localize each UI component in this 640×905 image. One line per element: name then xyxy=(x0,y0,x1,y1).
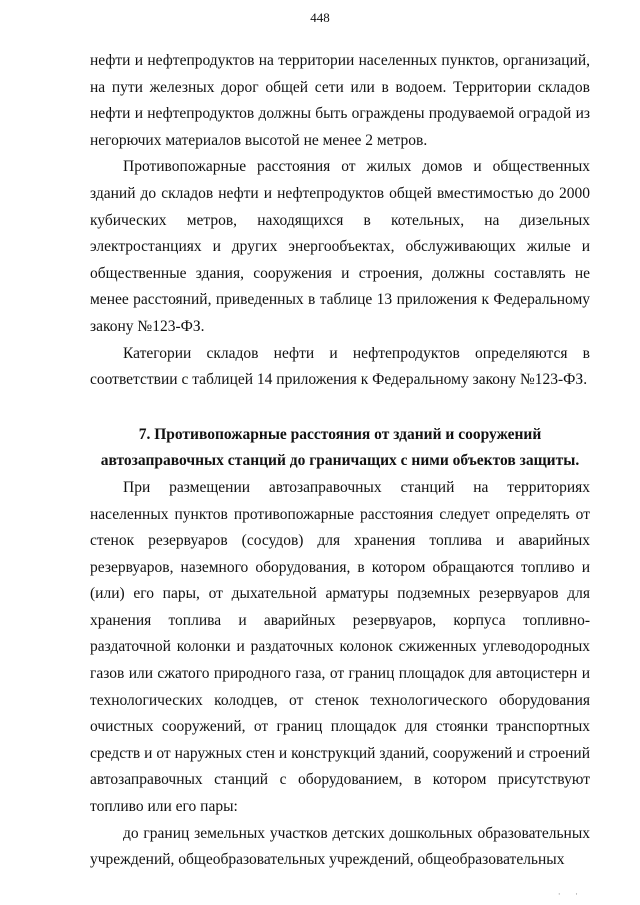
section-heading xyxy=(90,422,590,475)
paragraph-gas-station-placement: При размещении автозаправочных станций на территориях населенных пунктов противопожарные расстояния следует определять от стенок резервуаров (сосудов) для хранения топлива и аварийных резервуаров, наземного оборудования, в котором обращаются топливо и (или) его пары, от дыхательной арматуры подземных резервуаров для хранения топлива и аварийных резервуаров, корпуса топливно-раздаточной колонки и раздаточных колонок сжиженных углеводородных газов или сжатого природного газа, от границ площадок для автоцистерн и технологических колодцев, от стенок технологического оборудования очистных сооружений, от границ площадок для стоянки транспортных средств и от наружных стен и конструкций зданий, сооружений и строений автозаправочных станций с оборудованием, в котором присутствуют топливо или его пары: xyxy=(90,478,590,816)
section-heading-line-1: 7. Противопожарные расстояния от зданий и сооружений xyxy=(138,425,542,443)
page-number: 448 xyxy=(310,10,330,25)
paragraph-list-item: до границ земельных участков детских дошкольных образовательных учреждений, общеобразовательных учреждений, общеобразовательных xyxy=(90,824,590,869)
paragraph-continued: нефти и нефтепродуктов на территории населенных пунктов, организаций, на пути железных дорог общей сети или в водоем. Территории складов нефти и нефтепродуктов должны быть ограждены продуваемой оградой из негорючих материалов высотой не менее 2 метров. xyxy=(90,52,590,149)
scan-marks: · · xyxy=(557,889,584,899)
paragraph-fire-distances: Противопожарные расстояния от жилых домов и общественных зданий до складов нефти и нефтепродуктов общей вместимостью до 2000 кубических метров, находящихся в котельных, на дизельных электростанциях и других энергообъектах, обслуживающих жилые и общественные здания, сооружения и строения, должны составлять не менее расстояний, приведенных в таблице 13 приложения к Федеральному закону №123-ФЗ. xyxy=(90,158,590,335)
document-body xyxy=(90,48,590,874)
section-heading-line-2: автозаправочных станций до граничащих с ними объектов защиты. xyxy=(100,452,580,470)
paragraph-warehouse-categories: Категории складов нефти и нефтепродуктов определяются в соответствии с таблицей 14 приложения к Федеральному закону №123-ФЗ. xyxy=(90,344,590,389)
